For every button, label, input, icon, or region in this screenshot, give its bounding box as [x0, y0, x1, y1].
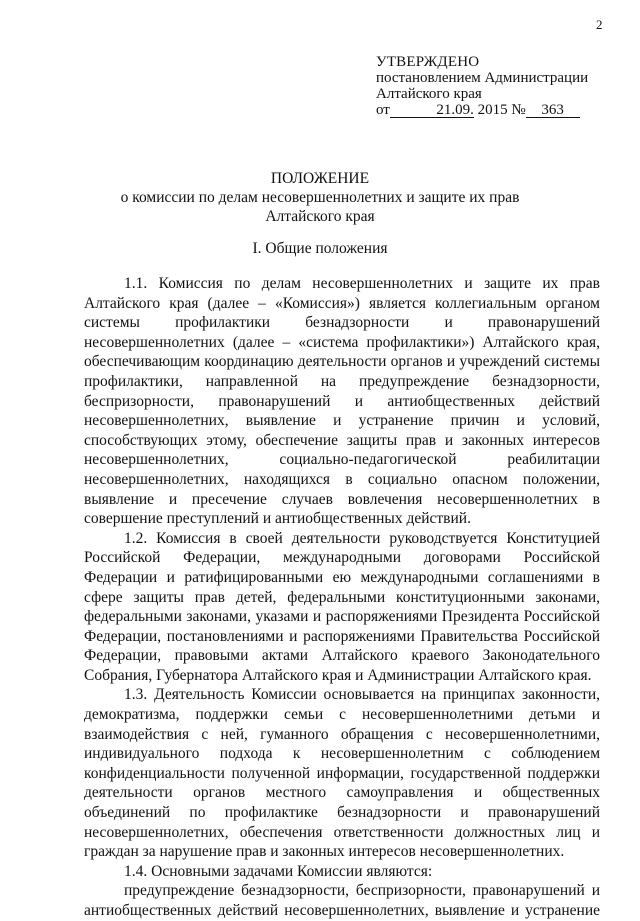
paragraph-1-4: 1.4. Основными задачами Комиссии являются: [124, 862, 433, 880]
page-number: 2 [596, 17, 603, 32]
document-body [84, 274, 600, 921]
title-line-2: Алтайского края [265, 208, 375, 225]
document-title [0, 169, 640, 226]
title-line-1: о комиссии по делам несовершеннолетних и защите их прав [120, 189, 520, 206]
approval-date: 21.09. [390, 104, 474, 118]
approval-line-2: Алтайского края [376, 86, 482, 102]
approval-number: 363 [526, 104, 580, 118]
paragraph-1-3: 1.3. Деятельность Комиссии основывается на принципах законности, демократизма, поддержки семьи с несовершеннолетними детьми и взаимодействия с ней, гуманного обращения с несовершеннолетними, индивидуального подхода к несовершеннолетним с соблюдением конфиденциальности полученной информации, государственной поддержки деятельности органов местного самоуправления и общественных объединений по профилактике безнадзорности и правонарушений несовершеннолетних, обеспечения ответственности должностных лиц и граждан за нарушение прав и законных интересов несовершеннолетних. [84, 686, 600, 861]
paragraph-task-1: предупреждение безнадзорности, беспризорности, правонарушений и антиобщественных действий несовершеннолетних, выявление и устранение [84, 882, 600, 919]
approval-line-1: постановлением Администрации [376, 70, 589, 86]
paragraph-1-1: 1.1. Комиссия по делам несовершеннолетних и защите их прав Алтайского края (далее – «Комиссия») является коллегиальным органом системы профилактики безнадзорности и правонарушений несовершеннолетних (далее – «система профилактики») Алтайского края, обеспечивающим координацию деятельности органов и учреждений системы профилактики, направленной на предупреждение безнадзорности, беспризорности, правонарушений и антиобщественных действий несовершеннолетних, выявление и устранение причин и условий, способствующих этому, обеспечение защиты прав и законных интересов несовершеннолетних, социально-педагогической реабилитации несовершеннолетних, находящихся в социально опасном положении, выявление и пресечение случаев вовлечения несовершеннолетних в совершение преступлений и антиобщественных действий. [84, 275, 600, 528]
approval-from-label: от [376, 102, 390, 118]
title-heading: ПОЛОЖЕНИЕ [270, 170, 370, 187]
approval-heading: УТВЕРЖДЕНО [376, 54, 480, 70]
section-title: I. Общие положения [252, 240, 388, 257]
approval-year: 2015 [477, 102, 508, 118]
paragraph-1-2: 1.2. Комиссия в своей деятельности руководствуется Конституцией Российской Федерации, международными договорами Российской Федерации и ратифицированными ею международными соглашениями в сфере защиты прав детей, федеральными конституционными законами, федеральными законами, указами и распоряжениями Президента Российской Федерации, постановлениями и распоряжениями Правительства Российской Федерации, правовыми актами Алтайского краевого Законодательного Собрания, Губернатора Алтайского края и Администрации Алтайского края. [84, 529, 600, 684]
approval-date-line [376, 102, 588, 118]
approval-number-sign: № [511, 102, 526, 118]
approval-stamp [376, 54, 588, 118]
